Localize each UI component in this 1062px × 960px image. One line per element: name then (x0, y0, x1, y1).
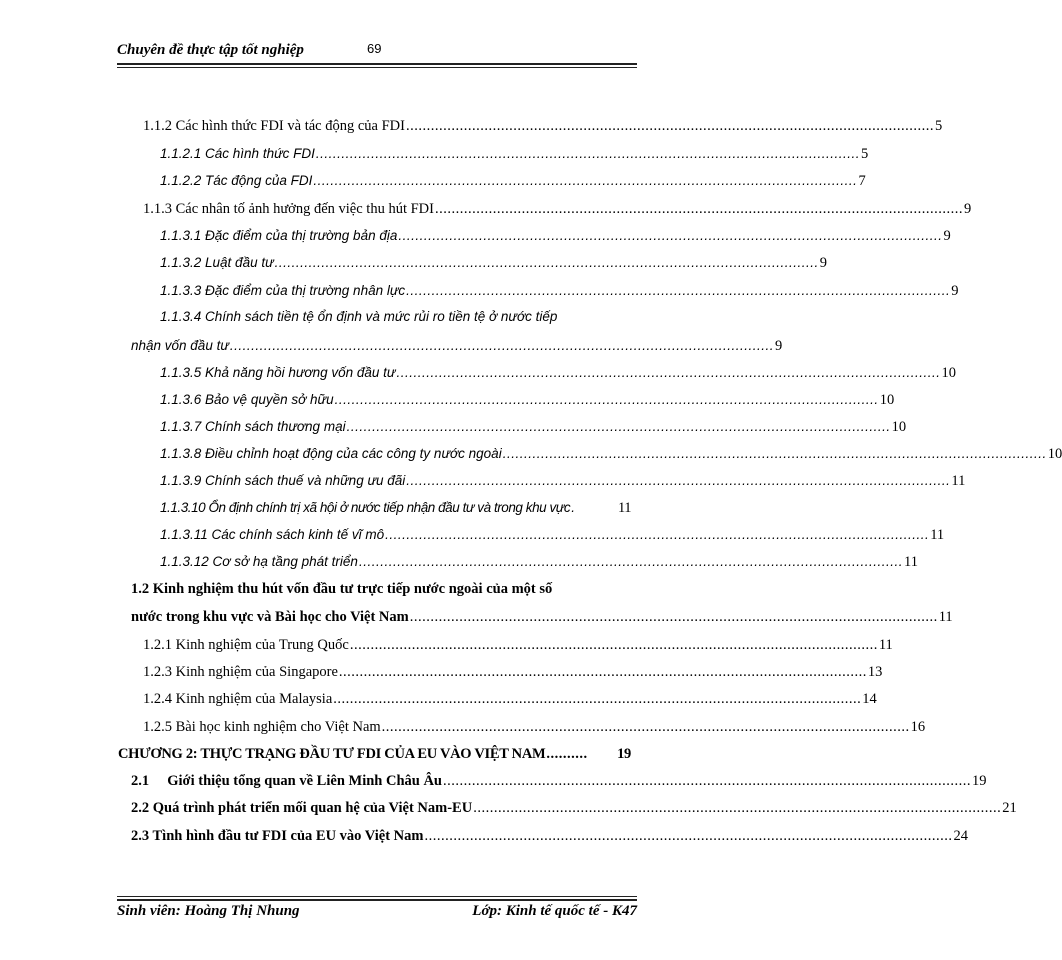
toc-entry-page: 5 (934, 118, 943, 134)
header-title: Chuyên đề thực tập tốt nghiệp (117, 42, 304, 58)
toc-entry-page: 10 (891, 419, 907, 435)
toc-entry-page: 9 (774, 338, 783, 354)
footer-student: Sinh viên: Hoàng Thị Nhung (117, 903, 300, 919)
toc-entry-text: 1.1.3.10 Ổn định chính trị xã hội ở nước tiếp nhận đầu tư và trong khu vực (160, 500, 571, 515)
toc-entry-page: 19 (972, 773, 987, 789)
toc-entry[interactable]: 1.1.3.5 Khả năng hồi hương vốn đầu tư ................................................................................................................................ 10 (160, 365, 957, 381)
footer-rule (117, 899, 637, 901)
toc-entry-page: 14 (862, 691, 877, 707)
toc-entry-page: 10 (879, 392, 895, 408)
toc-entry-text: nước trong khu vực và Bài học cho Việt Nam (131, 609, 409, 625)
toc-entry-text: 2.1 Giới thiệu tổng quan về Liên Minh Châu Âu (131, 773, 442, 789)
toc-entry-page: 11 (878, 637, 893, 653)
toc-entry[interactable]: 2.1 Giới thiệu tổng quan về Liên Minh Châu Âu ................................................................................................................................ 19 (131, 773, 987, 789)
toc-entry[interactable]: 1.1.3.8 Điều chỉnh hoạt động của các công ty nước ngoài ................................................................................................................................ 10 (160, 446, 1062, 462)
toc-entry-page: 11 (930, 527, 945, 543)
toc-entry[interactable]: nhận vốn đầu tư ................................................................................................................................ 9 (131, 338, 783, 354)
toc-entry[interactable]: CHƯƠNG 2: THỰC TRẠNG ĐẦU TƯ FDI CỦA EU VÀO VIỆT NAM .......... 19 (118, 746, 631, 762)
toc-entry-page: 5 (860, 146, 869, 162)
toc-entry-page: 21 (1002, 800, 1017, 816)
toc-entry-text: 1.2.5 Bài học kinh nghiệm cho Việt Nam (143, 719, 381, 735)
toc-entry[interactable]: 1.1.3.12 Cơ sở hạ tầng phát triển ................................................................................................................................ 11 (160, 554, 919, 570)
toc-entry-page: 24 (953, 828, 968, 844)
toc-entry-page: 10 (941, 365, 957, 381)
toc-entry-page: 11 (951, 473, 966, 489)
toc-entry-text: nhận vốn đầu tư (131, 338, 229, 353)
toc-entry-text: 1.1.3.2 Luật đầu tư (160, 255, 274, 270)
toc-entry[interactable]: 1.1.3.6 Bảo vệ quyền sở hữu ................................................................................................................................ 10 (160, 392, 895, 408)
toc-entry-text: 1.2.3 Kinh nghiệm của Singapore (143, 664, 338, 680)
toc-entry[interactable]: 1.2.1 Kinh nghiệm của Trung Quốc ................................................................................................................................ 11 (143, 637, 893, 653)
toc-entry[interactable]: 1.2.3 Kinh nghiệm của Singapore ................................................................................................................................ 13 (143, 664, 883, 680)
toc-entry[interactable]: 1.1.2.1 Các hình thức FDI ................................................................................................................................ 5 (160, 146, 869, 162)
footer-class: Lớp: Kinh tế quốc tế - K47 (472, 903, 637, 919)
toc-entry-text: 1.1.3.9 Chính sách thuế và những ưu đãi (160, 473, 406, 488)
toc-entry-page: 19 (617, 746, 631, 762)
toc-entry-page: 16 (910, 719, 926, 735)
toc-entry-text: 1.1.3.7 Chính sách thương mại (160, 419, 346, 434)
page-header (117, 38, 637, 60)
toc-entry-text: 1.1.3.12 Cơ sở hạ tầng phát triển (160, 554, 358, 569)
toc-entry[interactable]: 1.2.5 Bài học kinh nghiệm cho Việt Nam ................................................................................................................................ 16 (143, 719, 926, 735)
toc-entry[interactable]: 1.1.3.3 Đặc điểm của thị trường nhân lực ................................................................................................................................ 9 (160, 283, 959, 299)
toc-entry[interactable]: 1.1.2.2 Tác động của FDI ................................................................................................................................ 7 (160, 173, 866, 189)
toc-entry[interactable]: 1.1.3.1 Đặc điểm của thị trường bản địa ................................................................................................................................ 9 (160, 228, 951, 244)
toc-entry-page: 9 (951, 283, 959, 299)
toc-entry[interactable]: 1.1.2 Các hình thức FDI và tác động của FDI ................................................................................................................................ 5 (143, 118, 943, 134)
toc-entry[interactable]: 1.1.3.7 Chính sách thương mại ................................................................................................................................ 10 (160, 419, 907, 435)
toc-entry[interactable]: 1.1.3.9 Chính sách thuế và những ưu đãi ................................................................................................................................ 11 (160, 473, 966, 489)
toc-entry-page: 10 (1047, 446, 1062, 462)
toc-entry-text: 1.1.3 Các nhân tố ảnh hưởng đến việc thu hút FDI (143, 201, 434, 217)
header-rule-thin (117, 67, 637, 68)
page-footer (117, 903, 637, 923)
toc-entry[interactable]: 1.1.3.2 Luật đầu tư ................................................................................................................................ 9 (160, 255, 827, 271)
toc-entry-page: 11 (904, 554, 919, 570)
toc-entry[interactable]: 1.2.4 Kinh nghiệm của Malaysia ................................................................................................................................ 14 (143, 691, 877, 707)
toc-entry[interactable]: 1.1.3 Các nhân tố ảnh hưởng đến việc thu hút FDI ................................................................................................................................ 9 (143, 201, 972, 217)
toc-entry-page: 13 (867, 664, 883, 680)
toc-entry-page: 9 (943, 228, 951, 244)
toc-entry-text: CHƯƠNG 2: THỰC TRẠNG ĐẦU TƯ FDI CỦA EU VÀO VIỆT NAM (118, 746, 546, 762)
toc-entry-text: 1.1.2.2 Tác động của FDI (160, 173, 313, 188)
header-rule (117, 63, 637, 65)
toc-entry-text: 1.1.3.5 Khả năng hồi hương vốn đầu tư (160, 365, 396, 380)
toc-entry-text: 1.1.3.3 Đặc điểm của thị trường nhân lực (160, 283, 406, 298)
toc-entry-text-line1[interactable]: 1.2 Kinh nghiệm thu hút vốn đầu tư trực tiếp nước ngoài của một số (131, 581, 553, 597)
toc-entry-page: 9 (963, 201, 972, 217)
toc-entry[interactable]: 1.1.3.11 Các chính sách kinh tế vĩ mô ................................................................................................................................ 11 (160, 527, 945, 543)
toc-entry[interactable]: 1.1.3.10 Ổn định chính trị xã hội ở nước tiếp nhận đầu tư và trong khu vực . 11 (160, 500, 631, 516)
toc-entry-text: 1.1.3.1 Đặc điểm của thị trường bản địa (160, 228, 398, 243)
toc-entry-text: 1.1.2.1 Các hình thức FDI (160, 146, 315, 161)
toc-entry-page: 11 (617, 500, 631, 516)
toc-entry[interactable]: 2.3 Tình hình đầu tư FDI của EU vào Việt Nam ................................................................................................................................ 24 (131, 828, 968, 844)
footer-rule-thin (117, 896, 637, 897)
toc-entry-text-line1[interactable]: 1.1.3.4 Chính sách tiền tệ ổn định và mức rủi ro tiền tệ ở nước tiếp (160, 309, 558, 324)
toc-entry-text: 2.2 Quá trình phát triển mối quan hệ của Việt Nam-EU (131, 800, 473, 816)
toc-entry[interactable]: nước trong khu vực và Bài học cho Việt Nam ................................................................................................................................ 11 (131, 609, 953, 625)
toc-entry-page: 7 (858, 173, 866, 189)
toc-entry[interactable]: 2.2 Quá trình phát triển mối quan hệ của Việt Nam-EU ................................................................................................................................ 21 (131, 800, 1017, 816)
toc-entry-text: 1.2.1 Kinh nghiệm của Trung Quốc (143, 637, 349, 653)
toc-entry-text: 1.1.3.8 Điều chỉnh hoạt động của các công ty nước ngoài (160, 446, 502, 461)
toc-entry-text: 1.1.2 Các hình thức FDI và tác động của FDI (143, 118, 405, 134)
toc-entry-text: 1.2.4 Kinh nghiệm của Malaysia (143, 691, 333, 707)
header-page-number: 69 (367, 41, 382, 56)
toc-entry-page: 9 (819, 255, 827, 271)
toc-entry-text: 1.1.3.6 Bảo vệ quyền sở hữu (160, 392, 334, 407)
toc-entry-page: 11 (938, 609, 953, 625)
toc-entry-text: 1.1.3.11 Các chính sách kinh tế vĩ mô (160, 527, 385, 542)
toc-entry-text: 2.3 Tình hình đầu tư FDI của EU vào Việt Nam (131, 828, 424, 844)
